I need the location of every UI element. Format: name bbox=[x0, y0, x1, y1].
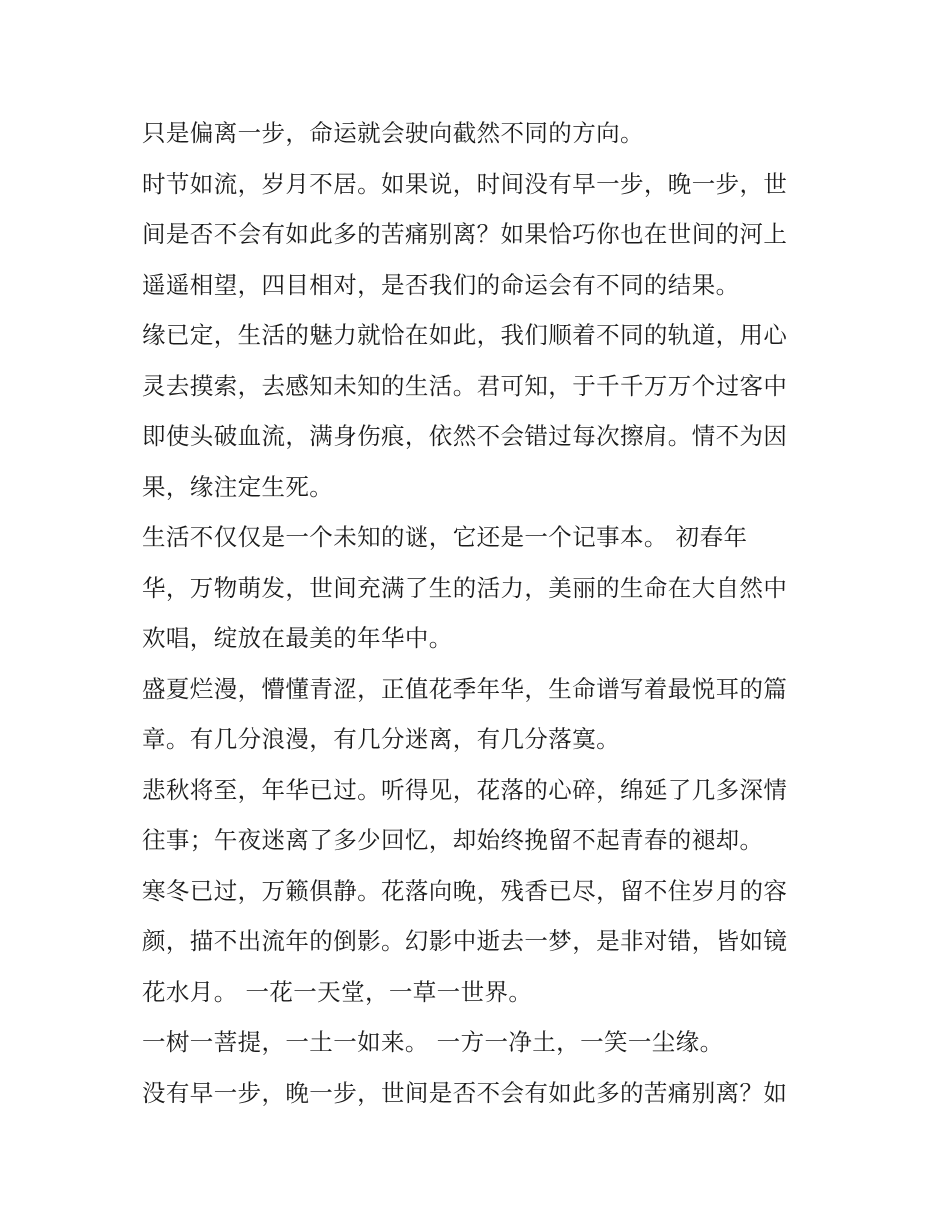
document-body bbox=[142, 108, 832, 1118]
text-line: 一树一菩提，一土一如来。 一方一净土，一笑一尘缘。 bbox=[142, 1028, 724, 1056]
text-line: 果，缘注定生死。 bbox=[142, 472, 334, 501]
text-line: 欢唱，绽放在最美的年华中。 bbox=[142, 624, 453, 652]
text-line: 章。有几分浪漫，有几分迷离，有几分落寞。 bbox=[142, 725, 620, 753]
text-line: 即使头破血流，满身伤痕，依然不会错过每次擦肩。情不为因 bbox=[142, 422, 788, 450]
text-line: 只是偏离一步，命运就会驶向截然不同的方向。 bbox=[142, 119, 644, 147]
text-line: 花水月。 一花一天堂，一草一世界。 bbox=[142, 977, 533, 1006]
text-line: 间是否不会有如此多的苦痛别离？如果恰巧你也在世间的河上 bbox=[142, 220, 788, 248]
text-line: 时节如流，岁月不居。如果说，时间没有早一步，晚一步，世 bbox=[142, 169, 788, 198]
text-line: 灵去摸索，去感知未知的生活。君可知，于千千万万个过客中 bbox=[142, 371, 788, 400]
text-line: 寒冬已过，万籁俱静。花落向晚，残香已尽，留不住岁月的容 bbox=[142, 876, 788, 905]
text-line: 盛夏烂漫，懵懂青涩，正值花季年华，生命谱写着最悦耳的篇 bbox=[142, 674, 788, 703]
text-line: 悲秋将至，年华已过。听得见，花落的心碎，绵延了几多深情 bbox=[142, 775, 788, 804]
text-line: 缘已定，生活的魅力就恰在如此，我们顺着不同的轨道，用心 bbox=[142, 321, 788, 349]
text-line: 遥遥相望，四目相对，是否我们的命运会有不同的结果。 bbox=[142, 270, 740, 299]
text-line: 没有早一步，晚一步，世间是否不会有如此多的苦痛别离？如 bbox=[142, 1078, 788, 1107]
text-line: 往事；午夜迷离了多少回忆，却始终挽留不起青春的褪却。 bbox=[142, 826, 764, 854]
text-line: 颜，描不出流年的倒影。幻影中逝去一梦，是非对错，皆如镜 bbox=[142, 927, 788, 955]
text-line: 华，万物萌发，世间充满了生的活力，美丽的生命在大自然中 bbox=[142, 573, 788, 602]
text-line: 生活不仅仅是一个未知的谜，它还是一个记事本。 初春年 bbox=[142, 523, 748, 551]
